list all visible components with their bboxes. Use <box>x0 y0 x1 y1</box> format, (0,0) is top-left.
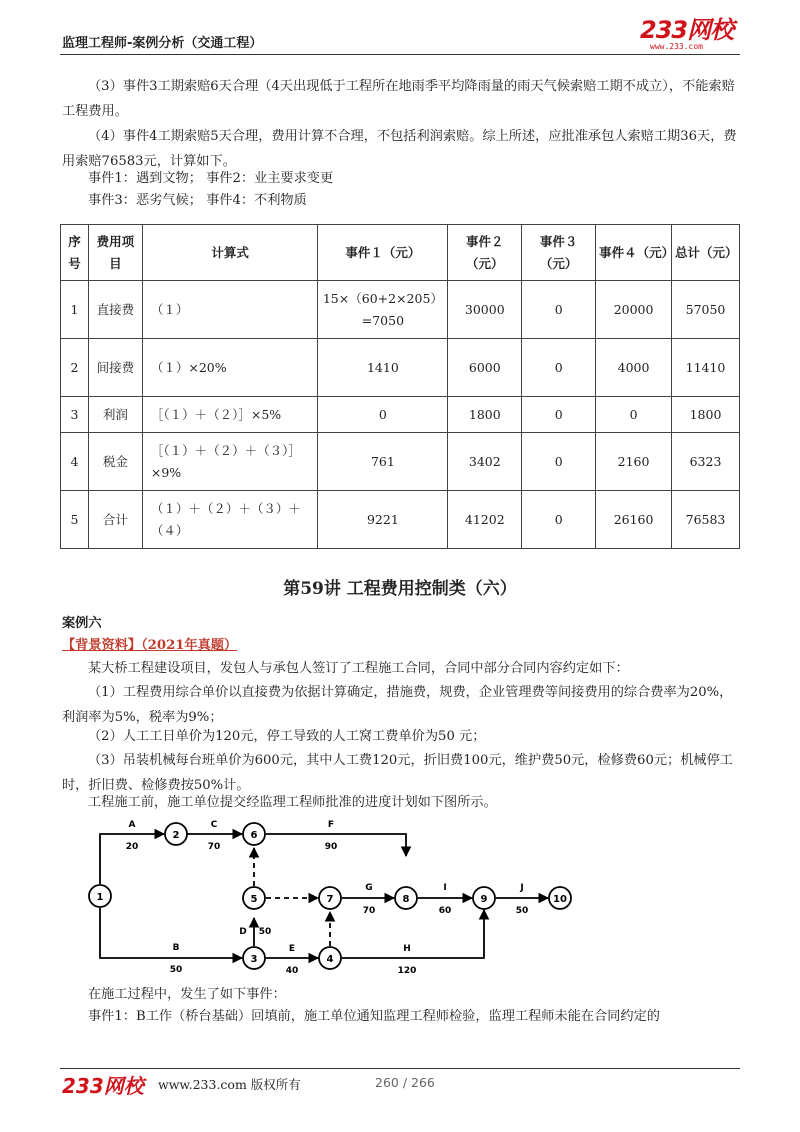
table-cell: 57050 <box>672 281 740 339</box>
table-cell: 2160 <box>596 433 672 491</box>
activity-duration-c: 70 <box>207 842 221 852</box>
table-row <box>61 281 740 339</box>
table-cell: 利润 <box>88 397 142 433</box>
table-cell: 3 <box>61 397 89 433</box>
case-paragraph-2: （1）工程费用综合单价以直接费为依据计算确定，措施费，规费，企业管理费等间接费用的综合费率为20%，利润率为5%，税率为9%； <box>62 685 733 725</box>
table-cell: 直接费 <box>88 281 142 339</box>
activity-label-g: G <box>365 883 373 893</box>
background-label-link[interactable]: 【背景资料】（2021年真题） <box>62 638 238 653</box>
table-cell: 5 <box>61 491 89 549</box>
node-label: 8 <box>402 894 410 905</box>
table-header-cell: 计算式 <box>142 225 318 281</box>
table-cell: 0 <box>522 433 596 491</box>
footer-divider <box>60 1068 740 1069</box>
table-cell: 761 <box>318 433 448 491</box>
table-cell: 0 <box>318 397 448 433</box>
table-cell: 4 <box>61 433 89 491</box>
section-title: 第59讲 工程费用控制类（六） <box>283 579 517 599</box>
node-label: 3 <box>250 954 258 965</box>
activity-label-h: H <box>403 944 411 954</box>
activity-duration-h: 120 <box>397 966 417 976</box>
node-label: 1 <box>96 892 104 903</box>
node-label: 6 <box>250 830 258 841</box>
table-row <box>61 397 740 433</box>
table-cell: ［（１）＋（２）＋（３）］×9% <box>142 433 318 491</box>
activity-duration-b: 50 <box>169 965 183 975</box>
table-cell: 税金 <box>88 433 142 491</box>
activity-duration-i: 60 <box>438 906 452 916</box>
table-cell: ［（１）＋（２）］×5% <box>142 397 318 433</box>
case-paragraph-3: （2）人工工日单价为120元，停工导致的人工窝工费单价为50 元； <box>88 729 486 744</box>
activity-duration-a: 20 <box>125 842 139 852</box>
table-cell: （１） <box>142 281 318 339</box>
document-header-title: 监理工程师-案例分析（交通工程） <box>62 36 263 51</box>
activity-duration-e: 40 <box>285 966 299 976</box>
brand-logo-url: www.233.com <box>650 42 703 51</box>
table-cell: 20000 <box>596 281 672 339</box>
intro-paragraph-4: （4）事件4工期索赔5天合理，费用计算不合理，不包括利润索赔。综上所述，应批准承包人索赔工期36天，费用索赔76583元，计算如下。 <box>62 129 737 169</box>
table-cell: 3402 <box>448 433 522 491</box>
table-cell: 合计 <box>88 491 142 549</box>
table-cell: 0 <box>522 339 596 397</box>
activity-duration-g: 70 <box>362 906 376 916</box>
activity-duration-j: 50 <box>515 906 529 916</box>
table-header-cell: 序号 <box>61 225 89 281</box>
table-cell: （１）×20% <box>142 339 318 397</box>
table-cell: 9221 <box>318 491 448 549</box>
event-list-1-2: 事件1：遇到文物； 事件2：业主要求变更 <box>88 171 334 186</box>
case-paragraph-5: 工程施工前，施工单位提交经监理工程师批准的进度计划如下图所示。 <box>88 795 497 810</box>
table-header-cell: 事件２（元） <box>448 225 522 281</box>
header-divider <box>60 54 740 55</box>
case-paragraph-6: 在施工过程中，发生了如下事件： <box>88 987 286 1002</box>
table-header-cell: 总计（元） <box>672 225 740 281</box>
node-label: 5 <box>250 894 258 905</box>
footer-copyright: www.233.com 版权所有 <box>158 1077 301 1092</box>
activity-label-c: C <box>210 820 218 830</box>
node-label: 9 <box>480 894 488 905</box>
table-header-cell: 事件１（元） <box>318 225 448 281</box>
table-cell: 0 <box>522 491 596 549</box>
table-cell: 1800 <box>672 397 740 433</box>
node-label: 10 <box>553 894 567 905</box>
table-cell: 1 <box>61 281 89 339</box>
table-cell: 15×（60+2×205）=7050 <box>318 281 448 339</box>
activity-duration-d: 50 <box>258 927 272 937</box>
table-cell: 76583 <box>672 491 740 549</box>
page-number: 260 / 266 <box>375 1075 435 1090</box>
activity-arrow-b <box>100 908 242 958</box>
event-list-3-4: 事件3：恶劣气候； 事件4：不利物质 <box>88 193 307 208</box>
brand-logo <box>640 18 740 51</box>
table-cell: 6000 <box>448 339 522 397</box>
table-cell: 26160 <box>596 491 672 549</box>
table-header-cell: 事件４（元） <box>596 225 672 281</box>
activity-label-d: D <box>239 927 247 937</box>
table-cell: 0 <box>522 397 596 433</box>
table-row <box>61 433 740 491</box>
table-cell: 2 <box>61 339 89 397</box>
table-cell: 0 <box>522 281 596 339</box>
case-paragraph-1: 某大桥工程建设项目，发包人与承包人签订了工程施工合同，合同中部分合同内容约定如下： <box>88 661 629 676</box>
table-cell: 1410 <box>318 339 448 397</box>
table-cell: 1800 <box>448 397 522 433</box>
cost-claim-table <box>60 224 740 549</box>
case-paragraph-7: 事件1：B工作（桥台基础）回填前，施工单位通知监理工程师检验，监理工程师未能在合同约定的 <box>88 1009 660 1024</box>
activity-label-j: J <box>520 883 524 893</box>
table-cell: 30000 <box>448 281 522 339</box>
table-cell: （１）＋（２）＋（３）＋（４） <box>142 491 318 549</box>
table-cell: 6323 <box>672 433 740 491</box>
progress-network-diagram <box>80 812 600 982</box>
activity-label-b: B <box>172 943 180 953</box>
table-row <box>61 339 740 397</box>
activity-arrow-h <box>342 910 484 958</box>
case-paragraph-4: （3）吊装机械每台班单价为600元，其中人工费120元，折旧费100元，维护费50元，检修费60元；机械停工时，折旧费、检修费按50%计。 <box>62 753 733 793</box>
table-cell: 间接费 <box>88 339 142 397</box>
table-cell: 4000 <box>596 339 672 397</box>
intro-paragraph-3: （3）事件3工期索赔6天合理（4天出现低于工程所在地雨季平均降雨量的雨天气候索赔工期不成立），不能索赔工程费用。 <box>62 79 735 119</box>
node-label: 7 <box>326 894 334 905</box>
footer-logo: 233网校 <box>62 1074 144 1098</box>
case-label: 案例六 <box>62 616 102 631</box>
brand-logo-text: 233网校 <box>640 16 734 44</box>
table-header-cell: 费用项目 <box>88 225 142 281</box>
activity-label-a: A <box>128 820 136 830</box>
table-cell: 0 <box>596 397 672 433</box>
activity-label-i: I <box>443 883 447 893</box>
table-header-cell: 事件３（元） <box>522 225 596 281</box>
activity-label-f: F <box>327 820 335 830</box>
table-cell: 41202 <box>448 491 522 549</box>
node-label: 2 <box>172 830 180 841</box>
node-label: 4 <box>326 954 334 965</box>
table-cell: 11410 <box>672 339 740 397</box>
table-row <box>61 491 740 549</box>
table-header-row <box>61 225 740 281</box>
activity-label-e: E <box>288 944 296 954</box>
activity-duration-f: 90 <box>324 842 338 852</box>
